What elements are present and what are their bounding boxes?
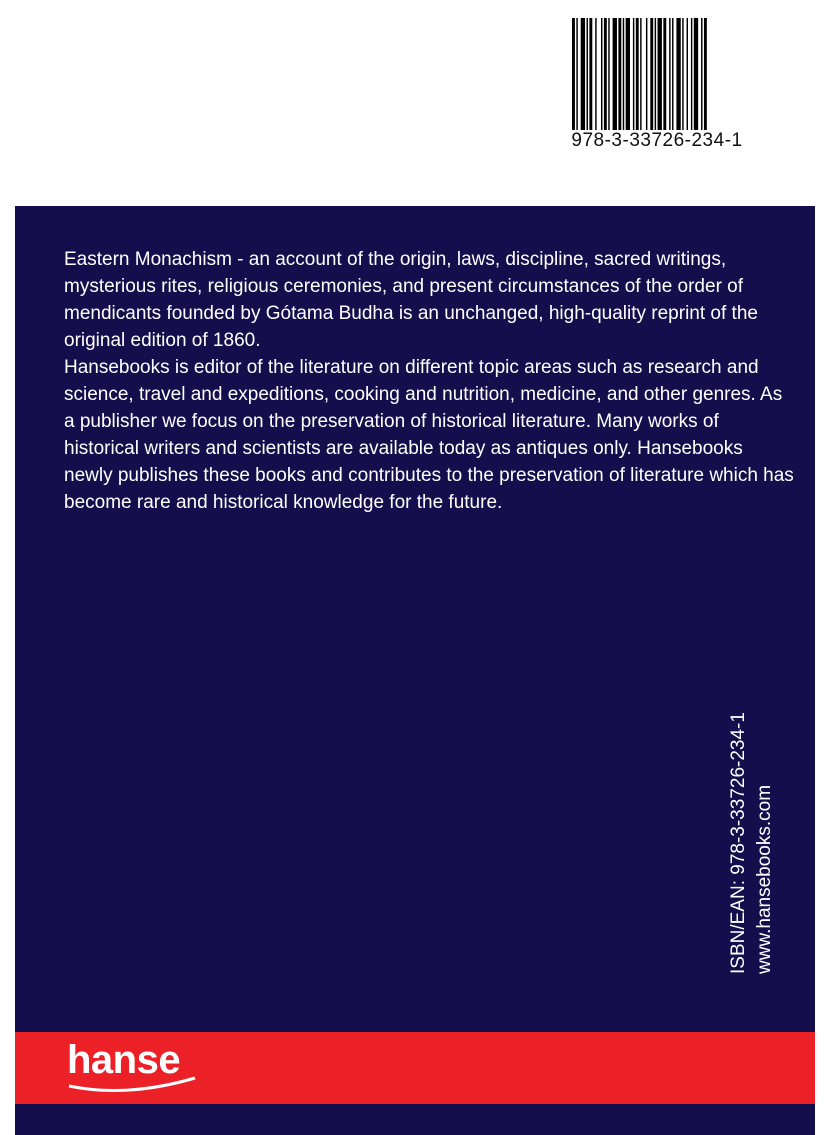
description-paragraph-2: Hansebooks is editor of the literature on different topic areas such as research and science, travel and expeditions, cooking and nutrition, medicine, and other genres. As a publisher we focus on the preservation of historical literature. Many works of historical writers and scientists are available today as antiques only. Hansebooks newly publishes these books and contributes to the preservation of literature which has become rare and historical knowledge for the future. <box>64 357 794 513</box>
publisher-band <box>15 1032 815 1104</box>
logo-wordmark: hanse <box>67 1038 181 1082</box>
description-paragraph-1: Eastern Monachism - an account of the origin, laws, discipline, sacred writings, mysterious rites, religious ceremonies, and present circumstances of the order of mendicants founded by Gótama Budha is an unchanged, high-quality reprint of the original edition of 1860. <box>64 249 758 351</box>
barcode-bars <box>572 18 744 130</box>
isbn-ean-text: ISBN/EAN: 978-3-33726-234-1 <box>728 712 749 974</box>
back-cover-panel <box>15 206 815 1135</box>
vertical-info <box>712 694 792 974</box>
book-description <box>64 246 794 516</box>
hanse-logo <box>67 1038 197 1096</box>
barcode <box>566 18 748 158</box>
website-text: www.hansebooks.com <box>754 784 775 974</box>
logo-swoosh-icon <box>67 1038 197 1096</box>
barcode-number: 978-3-33726-234-1 <box>571 130 743 151</box>
